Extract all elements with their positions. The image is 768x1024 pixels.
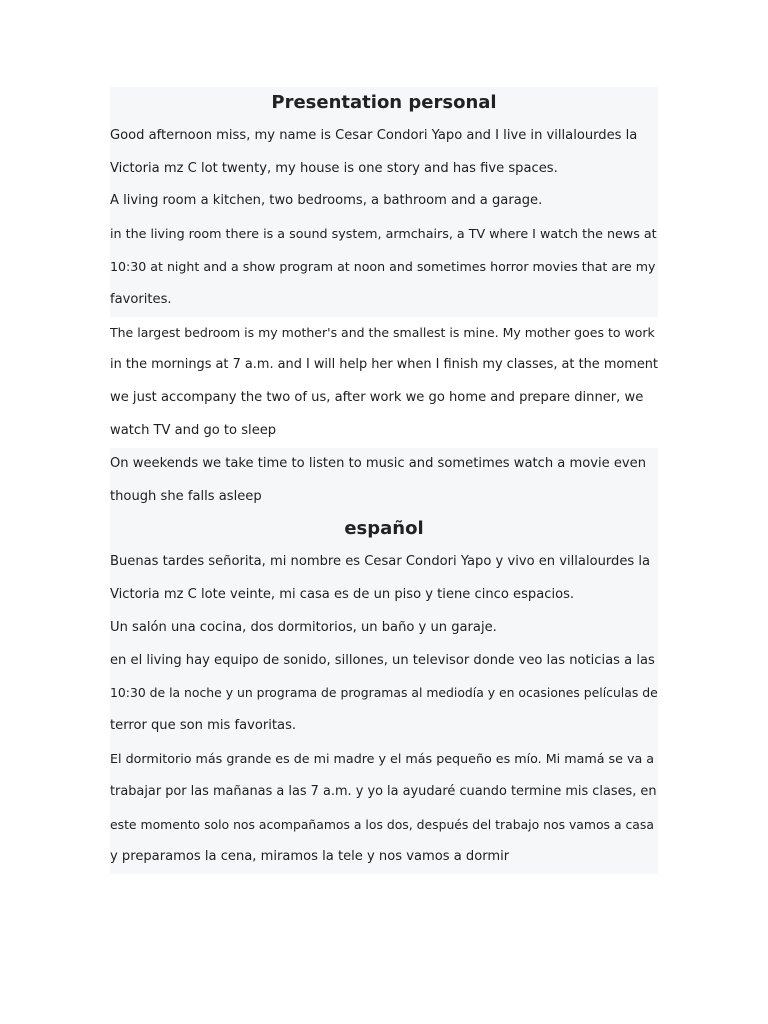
document-page: [110, 87, 658, 874]
text-line: y preparamos la cena, miramos la tele y nos vamos a dormir: [110, 841, 658, 874]
text-line: though she falls asleep: [110, 481, 658, 514]
text-line: Good afternoon miss, my name is Cesar Condori Yapo and I live in villalourdes la: [110, 120, 658, 153]
text-line: we just accompany the two of us, after work we go home and prepare dinner, we: [110, 390, 644, 406]
text-line: Victoria mz C lot twenty, my house is one story and has five spaces.: [110, 153, 658, 186]
text-line: Buenas tardes señorita, mi nombre es Cesar Condori Yapo y vivo en villalourdes la: [110, 546, 658, 579]
section-heading: español: [110, 513, 658, 546]
text-line: The largest bedroom is my mother's and the smallest is mine. My mother goes to work: [110, 324, 655, 340]
text-line: A living room a kitchen, two bedrooms, a bathroom and a garage.: [110, 185, 658, 218]
section-heading: Presentation personal: [110, 87, 658, 120]
text-line: favorites.: [110, 284, 658, 317]
text-line: in the mornings at 7 a.m. and I will help her when I finish my classes, at the moment: [110, 357, 658, 373]
text-line: in the living room there is a sound system, armchairs, a TV where I watch the news at: [110, 218, 658, 251]
text-line: Victoria mz C lote veinte, mi casa es de un piso y tiene cinco espacios.: [110, 579, 658, 612]
text-line: On weekends we take time to listen to music and sometimes watch a movie even: [110, 448, 658, 481]
text-line: El dormitorio más grande es de mi madre y el más pequeño es mío. Mi mamá se va a: [110, 743, 658, 776]
text-line: 10:30 at night and a show program at noon and sometimes horror movies that are my: [110, 251, 658, 284]
text-line: 10:30 de la noche y un programa de programas al mediodía y en ocasiones películas de: [110, 677, 658, 710]
text-line: este momento solo nos acompañamos a los dos, después del trabajo nos vamos a casa: [110, 809, 658, 842]
text-line: trabajar por las mañanas a las 7 a.m. y yo la ayudaré cuando termine mis clases, en: [110, 776, 658, 809]
text-line: Un salón una cocina, dos dormitorios, un baño y un garaje.: [110, 612, 658, 645]
text-line: en el living hay equipo de sonido, sillones, un televisor donde veo las noticias a las: [110, 645, 658, 678]
text-line: terror que son mis favoritas.: [110, 710, 658, 743]
text-line: watch TV and go to sleep: [110, 422, 277, 438]
